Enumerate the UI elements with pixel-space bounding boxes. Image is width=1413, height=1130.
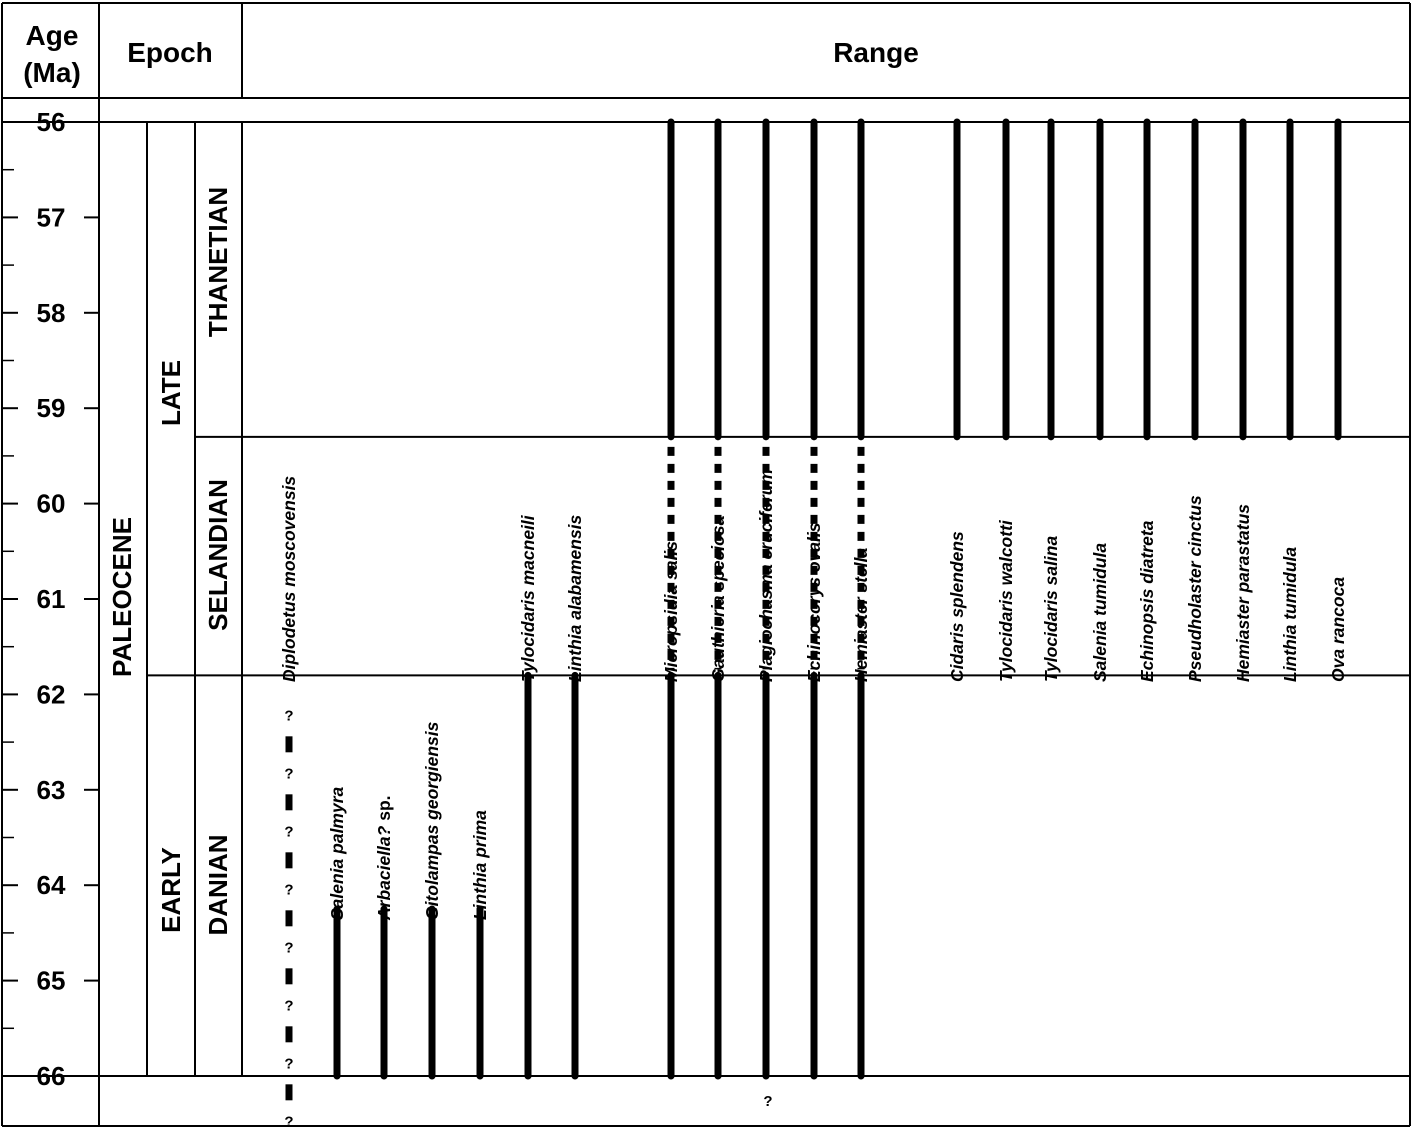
taxon-ova-rancoca (1328, 122, 1348, 682)
taxon-label: Tylocidaris macneili (518, 515, 538, 682)
taxon-cidaris-splendens (947, 122, 967, 682)
taxon-label: Hemiaster stella (851, 547, 871, 682)
stage-label-selandian: SELANDIAN (203, 479, 233, 631)
taxon-pseudholaster-cinctus (1185, 122, 1205, 682)
age-tick-label: 61 (36, 584, 66, 614)
taxon-label: Gitolampas georgiensis (422, 721, 442, 920)
epoch-header: Epoch (127, 37, 213, 68)
taxon-label: Arbaciella? sp. (374, 795, 394, 920)
taxon-label: Tylocidaris salina (1041, 535, 1061, 682)
taxon-hemiaster-parastatus (1233, 122, 1253, 682)
taxon-plagiochasma-cruciferum (756, 122, 776, 1110)
query-mark: ? (284, 1055, 294, 1073)
taxon-linthia-alabamensis (565, 514, 585, 1076)
taxon-label: Salenia palmyra (327, 786, 347, 920)
query-mark: ? (284, 997, 294, 1015)
taxon-ranges (279, 122, 1348, 1130)
age-header-line2: (Ma) (23, 57, 81, 88)
taxon-salenia-palmyra (327, 786, 347, 1076)
taxon-label: Ova rancoca (1328, 576, 1348, 682)
age-tick-label: 65 (36, 965, 66, 996)
stage-label-danian: DANIAN (203, 834, 233, 936)
query-mark: ? (763, 1093, 773, 1110)
taxon-label: Echinopsis diatreta (1137, 520, 1157, 682)
age-tick-label: 58 (36, 297, 66, 328)
age-tick-label: 56 (36, 107, 66, 137)
taxon-hemiaster-stella (851, 122, 871, 1076)
taxon-echinopsis-diatreta (1137, 122, 1157, 682)
taxon-arbaciella (374, 795, 394, 1076)
epoch-label-late: LATE (156, 360, 186, 426)
taxon-micropsidia-salis (661, 122, 681, 1076)
taxon-label: Linthia prima (470, 810, 490, 920)
taxon-label: Salenia tumidula (1090, 542, 1110, 682)
taxon-label: Gauthieria speciosa (708, 515, 728, 682)
query-mark: ? (284, 823, 294, 841)
age-tick-label: 59 (36, 393, 66, 424)
stage-label-thanetian: THANETIAN (203, 186, 233, 338)
taxon-diplodetus-moscovensis (279, 476, 299, 1130)
age-tick-label: 63 (36, 774, 66, 805)
age-axis (2, 107, 99, 1091)
taxon-salenia-tumidula (1090, 122, 1110, 682)
taxon-tylocidaris-walcotti (996, 122, 1016, 682)
age-tick-label: 60 (36, 488, 66, 519)
taxon-label: Pseudholaster cinctus (1185, 495, 1205, 682)
taxon-echinocorys-ovalis (804, 122, 824, 1076)
age-tick-label: 62 (36, 679, 66, 710)
taxon-label: Echinocorys ovalis (804, 522, 824, 682)
age-tick-label: 57 (36, 202, 66, 233)
range-header: Range (833, 37, 919, 68)
taxon-label: Plagiochasma cruciferum (756, 469, 776, 682)
taxon-label: Micropsidia salis (661, 540, 681, 682)
taxon-gauthieria-speciosa (708, 122, 728, 1076)
taxon-tylocidaris-macneili (518, 514, 538, 1076)
taxon-gitolampas-georgiensis (422, 721, 442, 1076)
query-mark: ? (284, 1113, 294, 1130)
query-mark: ? (284, 765, 294, 783)
query-mark: ? (284, 707, 294, 725)
taxon-label: Diplodetus moscovensis (279, 475, 299, 682)
taxon-label: Hemiaster parastatus (1233, 504, 1253, 682)
taxon-label: Linthia tumidula (1280, 546, 1300, 682)
period-label: PALEOCENE (107, 517, 137, 677)
taxon-tylocidaris-salina (1041, 122, 1061, 682)
age-header-line1: Age (25, 20, 79, 51)
query-mark: ? (284, 939, 294, 957)
query-mark: ? (284, 881, 294, 899)
taxon-linthia-prima (470, 810, 490, 1076)
taxon-label: Linthia alabamensis (565, 514, 585, 682)
taxon-label: Cidaris splendens (947, 531, 967, 682)
age-tick-label: 66 (36, 1061, 66, 1091)
age-tick-label: 64 (36, 870, 66, 901)
taxon-label: Tylocidaris walcotti (996, 520, 1016, 682)
taxon-linthia-tumidula (1280, 122, 1300, 682)
epoch-label-early: EARLY (156, 847, 186, 933)
